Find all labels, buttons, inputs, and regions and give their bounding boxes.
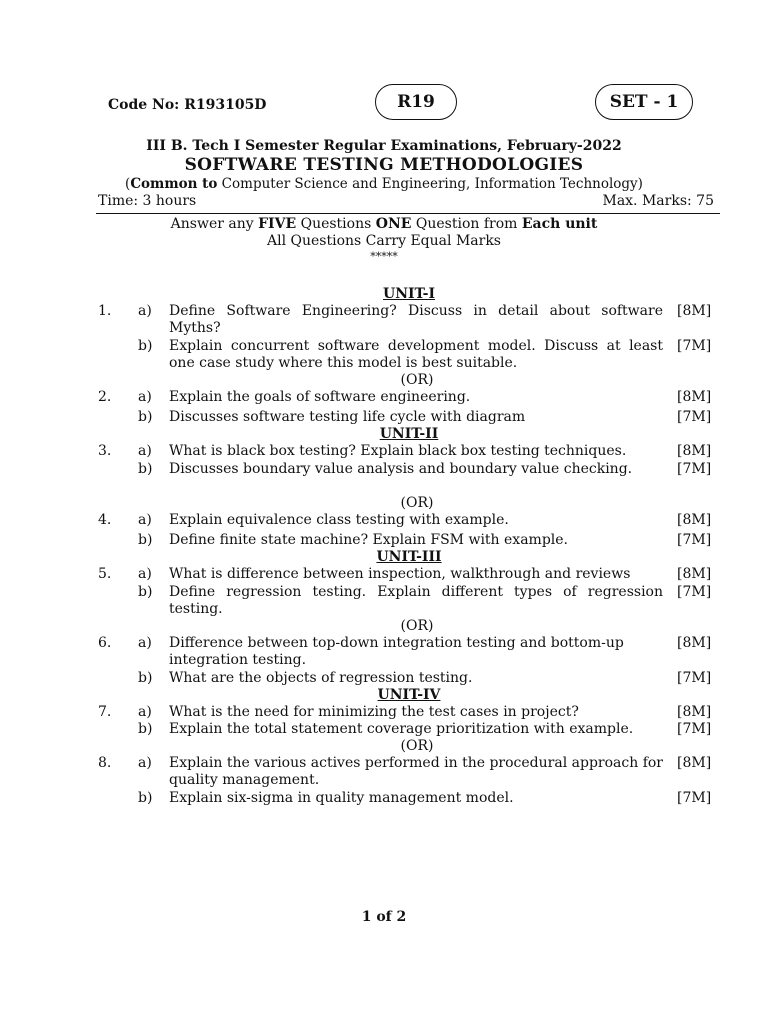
- stars-divider: *****: [370, 250, 398, 263]
- question-marks: [7M]: [677, 670, 712, 686]
- question-number: 2.: [98, 389, 112, 405]
- unit-heading: UNIT-IV: [377, 687, 441, 703]
- question-text: What is black box testing? Explain black box testing techniques.: [169, 443, 627, 459]
- unit-heading: UNIT-I: [382, 286, 435, 302]
- code-number: Code No: R193105D: [108, 97, 267, 113]
- question-part: a): [138, 443, 152, 459]
- question-part: a): [138, 566, 152, 582]
- time-label: Time: 3 hours: [98, 193, 197, 209]
- common-to-line: (Common to Computer Science and Engineering, Information Technology): [125, 176, 643, 192]
- question-part: a): [138, 303, 152, 319]
- question-marks: [7M]: [677, 409, 712, 425]
- question-number: 4.: [98, 512, 112, 528]
- subject-title: SOFTWARE TESTING METHODOLOGIES: [184, 155, 584, 175]
- question-marks: [8M]: [677, 512, 712, 528]
- question-text: Define finite state machine? Explain FSM with example.: [169, 532, 568, 548]
- question-marks: [7M]: [677, 461, 712, 477]
- question-text: Explain equivalence class testing with example.: [169, 512, 509, 528]
- question-marks: [7M]: [677, 532, 712, 548]
- question-part: b): [138, 670, 153, 686]
- regulation-badge: R19: [375, 84, 457, 120]
- question-number: 8.: [98, 755, 112, 771]
- unit-heading: UNIT-III: [376, 549, 442, 565]
- question-text: Explain the goals of software engineering.: [169, 389, 471, 405]
- question-marks: [8M]: [677, 704, 712, 720]
- question-marks: [7M]: [677, 584, 712, 600]
- question-marks: [8M]: [677, 443, 712, 459]
- question-number: 7.: [98, 704, 112, 720]
- header-divider: [96, 213, 720, 214]
- question-marks: [8M]: [677, 566, 712, 582]
- question-part: b): [138, 790, 153, 806]
- question-number: 5.: [98, 566, 112, 582]
- question-number: 1.: [98, 303, 112, 319]
- question-marks: [8M]: [677, 389, 712, 405]
- or-separator: (OR): [400, 738, 434, 754]
- question-number: 6.: [98, 635, 112, 651]
- question-text: Define regression testing. Explain different types of regression testing.: [169, 584, 663, 617]
- question-marks: [7M]: [677, 721, 712, 737]
- question-text: What is difference between inspection, walkthrough and reviews: [169, 566, 631, 582]
- max-marks-label: Max. Marks: 75: [602, 193, 714, 209]
- question-part: b): [138, 461, 153, 477]
- question-text: Explain the various actives performed in the procedural approach for quality management.: [169, 755, 663, 788]
- exam-title-line: III B. Tech I Semester Regular Examinations, February-2022: [146, 138, 622, 154]
- question-text: Explain six-sigma in quality management model.: [169, 790, 514, 806]
- question-marks: [8M]: [677, 303, 712, 319]
- question-marks: [8M]: [677, 635, 712, 651]
- question-part: a): [138, 389, 152, 405]
- question-part: a): [138, 635, 152, 651]
- set-badge: SET - 1: [595, 84, 693, 120]
- question-part: b): [138, 721, 153, 737]
- question-text: Discusses software testing life cycle with diagram: [169, 409, 526, 425]
- question-text: Difference between top-down integration testing and bottom-up integration testing.: [169, 635, 624, 668]
- question-part: b): [138, 532, 153, 548]
- question-part: a): [138, 755, 152, 771]
- instruction-line-1: Answer any FIVE Questions ONE Question from Each unit: [170, 216, 598, 232]
- question-text: What are the objects of regression testing.: [169, 670, 473, 686]
- question-text: What is the need for minimizing the test cases in project?: [169, 704, 579, 720]
- header-row: [0, 84, 768, 124]
- or-separator: (OR): [400, 618, 434, 634]
- page-number: 1 of 2: [361, 909, 407, 925]
- question-text: Explain the total statement coverage prioritization with example.: [169, 721, 634, 737]
- question-text: Explain concurrent software development model. Discuss at least one case study where this model is best suitable.: [169, 338, 663, 371]
- instruction-line-2: All Questions Carry Equal Marks: [267, 233, 501, 249]
- time-marks-row: [98, 193, 714, 211]
- question-part: a): [138, 512, 152, 528]
- question-text: Define Software Engineering? Discuss in detail about software Myths?: [169, 303, 663, 336]
- or-separator: (OR): [400, 495, 434, 511]
- question-part: b): [138, 338, 153, 354]
- question-marks: [7M]: [677, 790, 712, 806]
- question-part: b): [138, 409, 153, 425]
- question-part: a): [138, 704, 152, 720]
- question-text: Discusses boundary value analysis and boundary value checking.: [169, 461, 633, 477]
- or-separator: (OR): [400, 372, 434, 388]
- unit-heading: UNIT-II: [379, 426, 439, 442]
- question-marks: [8M]: [677, 755, 712, 771]
- question-marks: [7M]: [677, 338, 712, 354]
- question-part: b): [138, 584, 153, 600]
- question-number: 3.: [98, 443, 112, 459]
